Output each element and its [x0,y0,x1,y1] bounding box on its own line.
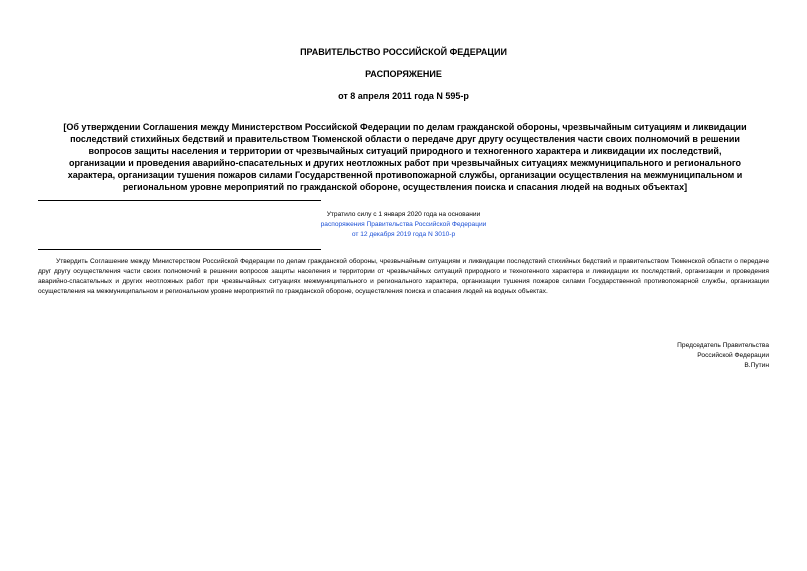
document-type: РАСПОРЯЖЕНИЕ [365,69,442,79]
repeal-document-link-date[interactable]: от 12 декабря 2019 года N 3010-р [351,231,456,238]
repeal-document-link[interactable]: распоряжения Правительства Российской Федерации [320,221,487,228]
body-paragraph: Утвердить Соглашение между Министерством Российской Федерации по делам гражданской обороны, чрезвычайным ситуациям и ликвидации последствий стихийных бедствий и правительством Тюменской области о передаче друг другу осуществления части своих полномочий в решении вопросов защиты населения и территории от чрезвычайных ситуаций природного и техногенного характера и ликвидации их последствий, организации и проведения аварийно-спасательных и других неотложных работ при чрезвычайных ситуациях межмуниципального и регионального характера, организации тушения пожаров силами Государственной противопожарной службы, организации осуществления на межмуниципальном и региональном уровне мероприятий по гражданской обороне, осуществления поиска и спасания людей на водных объектах. [38,258,769,295]
signature-block [677,341,769,371]
validity-notice-text: Утратило силу с 1 января 2020 года на основании [326,211,481,218]
issuing-organization: ПРАВИТЕЛЬСТВО РОССИЙСКОЙ ФЕДЕРАЦИИ [300,47,507,57]
signatory-name: В.Путин [744,362,769,369]
validity-notice [240,210,567,240]
signatory-title-2: Российской Федерации [697,352,769,359]
signatory-title: Председатель Правительства [677,342,769,349]
divider-bottom [38,249,321,250]
document-date-number: от 8 апреля 2011 года N 595-р [338,91,469,101]
document-title: [Об утверждении Соглашения между Министерством Российской Федерации по делам гражданской обороны, чрезвычайным ситуациям и ликвидации последствий стихийных бедствий и правительством Тюменской области о передаче друг другу осуществления части своих полномочий в решении вопросов защиты населения и территории от чрезвычайных ситуаций природного и техногенного характера и ликвидации их последствий, организации и проведения аварийно-спасательных и других неотложных работ при чрезвычайных ситуациях межмуниципального и регионального характера, организации тушения пожаров силами Государственной противопожарной службы, организации осуществления на межмуниципальном и региональном уровне мероприятий по гражданской обороне, осуществления поиска и спасания людей на водных объектах] [63,122,747,192]
divider-top [38,200,321,201]
